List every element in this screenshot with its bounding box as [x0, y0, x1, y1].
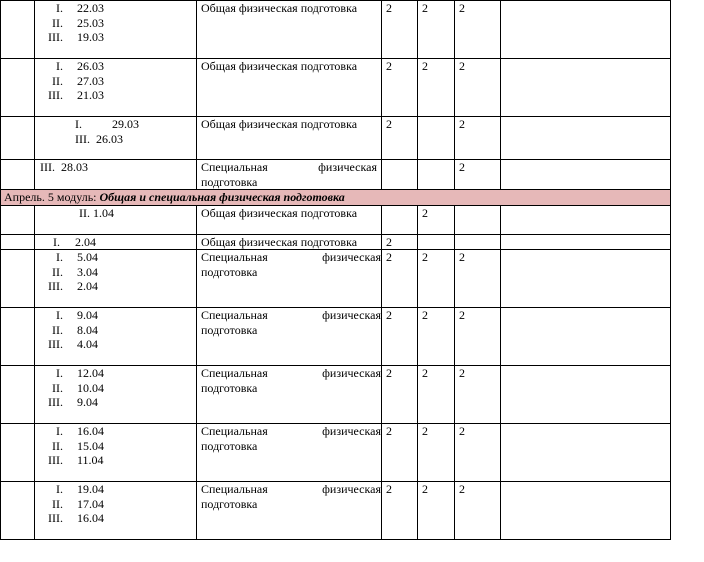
- subject-cell: Общая физическая подготовка: [197, 117, 382, 160]
- hours-cell: 2: [382, 308, 418, 366]
- table-row: [1, 308, 671, 366]
- hours-cell: 2: [455, 1, 501, 59]
- subject-cell: Специальная физическая подготовка: [197, 250, 382, 308]
- table-row: [1, 59, 671, 117]
- hours-cell: 2: [418, 205, 455, 234]
- dates-cell: I. 19.04 II. 17.04 III. 16.04: [35, 482, 197, 540]
- section-title: Апрель. 5 модуль: Общая и специальная физическая подготовка: [1, 190, 671, 206]
- dates-cell: I. 9.04 II. 8.04 III. 4.04: [35, 308, 197, 366]
- hours-cell: [418, 117, 455, 160]
- hours-cell: 2: [455, 160, 501, 190]
- subject-cell: Общая физическая подготовка: [197, 234, 382, 250]
- subject-cell: Общая физическая подготовка: [197, 1, 382, 59]
- hours-cell: 2: [455, 308, 501, 366]
- dates-cell: I. 12.04 II. 10.04 III. 9.04: [35, 366, 197, 424]
- table-row: [1, 424, 671, 482]
- dates-cell: II. 1.04: [35, 205, 197, 234]
- hours-cell: [382, 205, 418, 234]
- subject-cell: Специальная физическая подготовка: [197, 160, 382, 190]
- hours-cell: 2: [455, 250, 501, 308]
- dates-cell: I. 16.04 II. 15.04 III. 11.04: [35, 424, 197, 482]
- dates-cell: I. 5.04 II. 3.04 III. 2.04: [35, 250, 197, 308]
- hours-cell: [382, 160, 418, 190]
- dates-cell: I. 26.03 II. 27.03 III. 21.03: [35, 59, 197, 117]
- dates-cell: I. 2.04: [35, 234, 197, 250]
- table-row: [1, 250, 671, 308]
- hours-cell: [418, 160, 455, 190]
- hours-cell: 2: [418, 366, 455, 424]
- subject-cell: Общая физическая подготовка: [197, 205, 382, 234]
- hours-cell: 2: [455, 366, 501, 424]
- hours-cell: 2: [382, 117, 418, 160]
- hours-cell: 2: [382, 250, 418, 308]
- hours-cell: [418, 234, 455, 250]
- subject-cell: Специальная физическая подготовка: [197, 366, 382, 424]
- hours-cell: 2: [382, 234, 418, 250]
- table-row: [1, 234, 671, 250]
- hours-cell: 2: [455, 424, 501, 482]
- table-row: [1, 205, 671, 234]
- hours-cell: 2: [382, 1, 418, 59]
- hours-cell: 2: [455, 482, 501, 540]
- dates-cell: III. 28.03: [35, 160, 197, 190]
- subject-cell: Специальная физическая подготовка: [197, 482, 382, 540]
- hours-cell: 2: [418, 308, 455, 366]
- hours-cell: 2: [455, 59, 501, 117]
- section-header-row: [1, 190, 671, 206]
- table-row: [1, 366, 671, 424]
- hours-cell: 2: [382, 59, 418, 117]
- hours-cell: 2: [382, 424, 418, 482]
- table-row: [1, 482, 671, 540]
- hours-cell: [455, 234, 501, 250]
- hours-cell: 2: [418, 1, 455, 59]
- dates-cell: I. 29.03 III. 26.03: [35, 117, 197, 160]
- table-row: [1, 160, 671, 190]
- table-row: [1, 117, 671, 160]
- subject-cell: Специальная физическая подготовка: [197, 308, 382, 366]
- subject-cell: Специальная физическая подготовка: [197, 424, 382, 482]
- hours-cell: 2: [382, 482, 418, 540]
- hours-cell: 2: [418, 59, 455, 117]
- subject-cell: Общая физическая подготовка: [197, 59, 382, 117]
- hours-cell: 2: [418, 424, 455, 482]
- hours-cell: 2: [418, 250, 455, 308]
- hours-cell: 2: [382, 366, 418, 424]
- dates-cell: I. 22.03 II. 25.03 III. 19.03: [35, 1, 197, 59]
- hours-cell: 2: [418, 482, 455, 540]
- hours-cell: [455, 205, 501, 234]
- table-row: [1, 1, 671, 59]
- hours-cell: 2: [455, 117, 501, 160]
